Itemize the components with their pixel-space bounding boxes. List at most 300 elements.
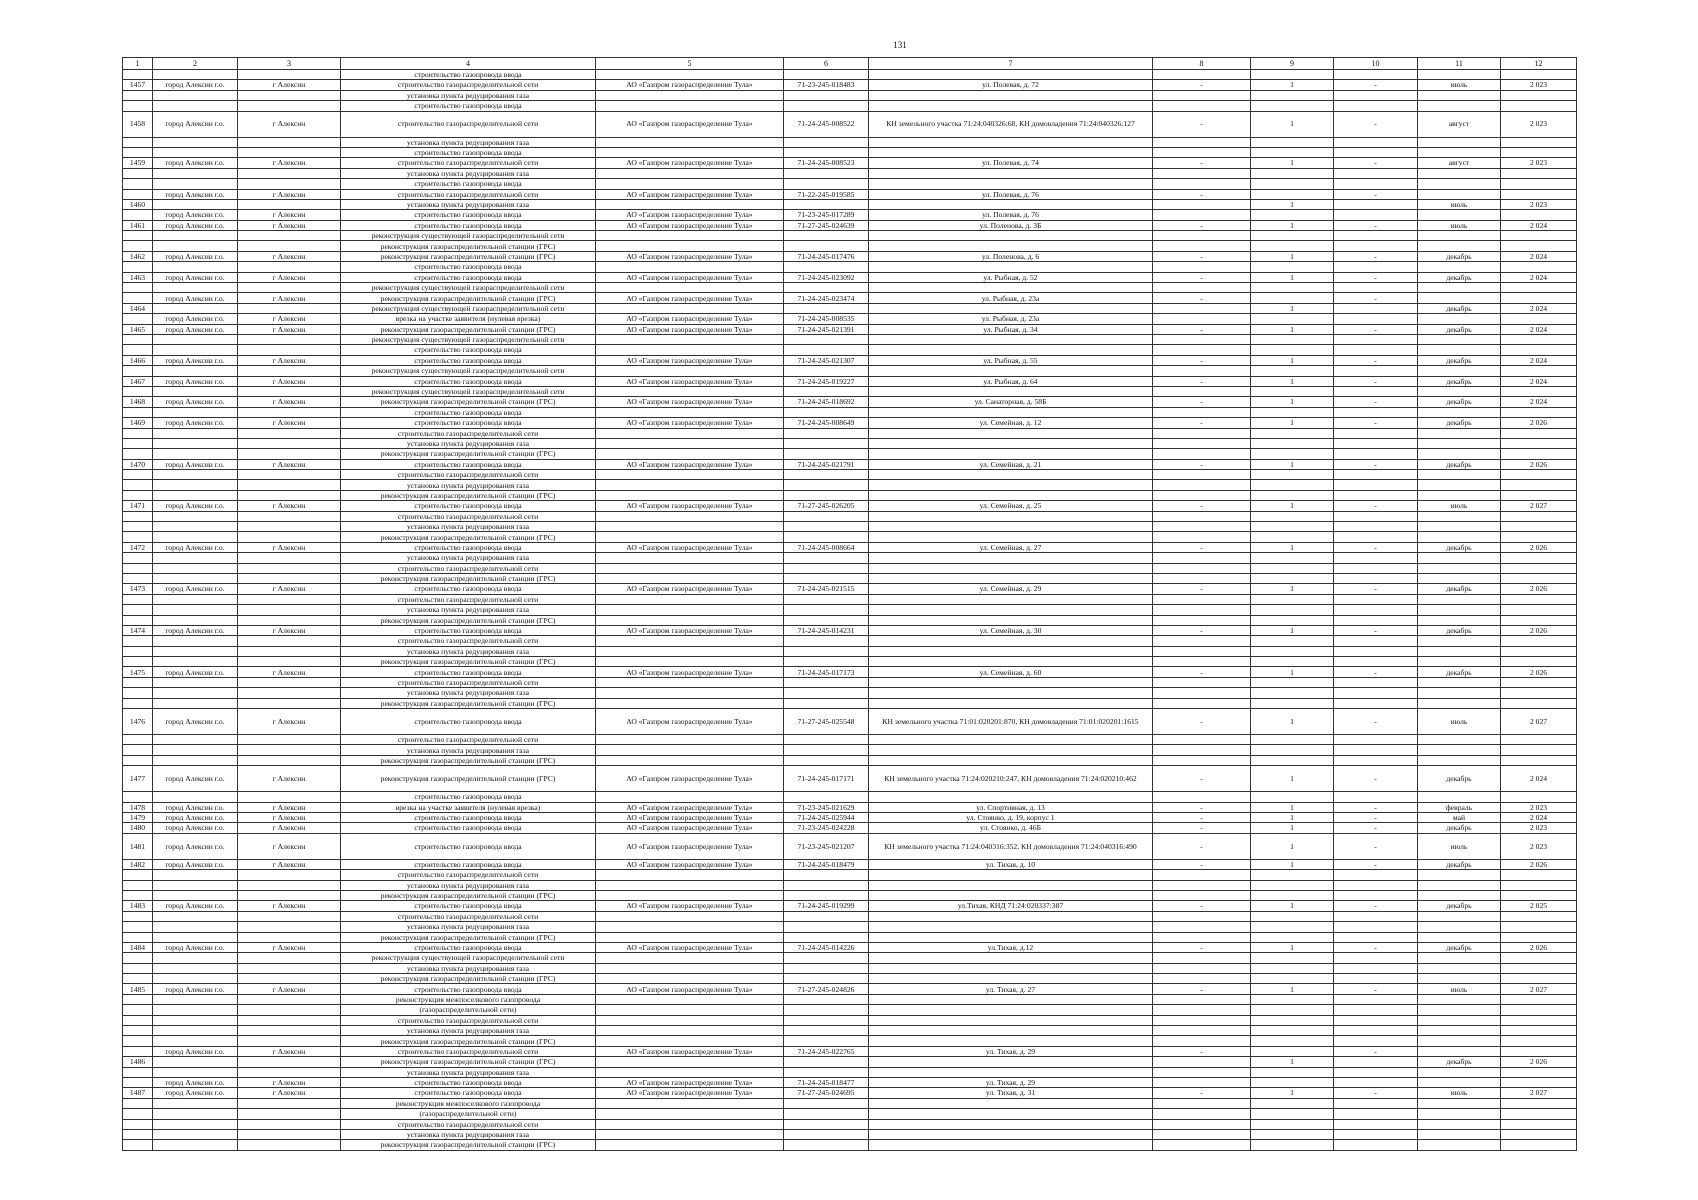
table-cell-col-11 xyxy=(1418,241,1501,251)
table-row xyxy=(123,880,1577,890)
table-cell-col-11 xyxy=(1418,1129,1501,1139)
table-cell-col-2: город Алексин г.о. xyxy=(153,1077,238,1087)
table-cell-col-11 xyxy=(1418,573,1501,583)
table-cell-col-3 xyxy=(238,745,341,755)
table-cell-col-3: г Алексин xyxy=(238,833,341,859)
table-cell-col-5: АО «Газпром газораспределение Тула» xyxy=(596,111,784,137)
table-cell-col-8 xyxy=(1153,366,1251,376)
table-cell-col-9 xyxy=(1251,698,1334,708)
table-cell-col-11 xyxy=(1418,880,1501,890)
table-cell-col-12: 2 024 xyxy=(1501,376,1577,386)
table-cell-col-11 xyxy=(1418,870,1501,880)
table-cell-col-4: строительство газораспределительной сети xyxy=(341,158,596,168)
table-cell-col-10 xyxy=(1334,532,1418,542)
table-cell-col-2: город Алексин г.о. xyxy=(153,397,238,407)
table-cell-col-2 xyxy=(153,1140,238,1150)
table-cell-col-11 xyxy=(1418,922,1501,932)
table-cell-col-4: реконструкция газораспределительной станции (ГРС) xyxy=(341,890,596,900)
table-cell-col-1: 1479 xyxy=(123,813,153,823)
table-cell-col-4: установка пункта редуцирования газа xyxy=(341,688,596,698)
table-cell-col-5 xyxy=(596,594,784,604)
table-cell-col-12 xyxy=(1501,407,1577,417)
table-row xyxy=(123,179,1577,189)
table-cell-col-5 xyxy=(596,657,784,667)
table-cell-col-9: 1 xyxy=(1251,111,1334,137)
table-cell-col-11 xyxy=(1418,231,1501,241)
table-cell-col-9 xyxy=(1251,241,1334,251)
table-cell-col-2: город Алексин г.о. xyxy=(153,293,238,303)
table-cell-col-5 xyxy=(596,168,784,178)
table-row xyxy=(123,594,1577,604)
table-cell-col-3: г Алексин xyxy=(238,542,341,552)
table-cell-col-11 xyxy=(1418,137,1501,147)
table-cell-col-8 xyxy=(1153,974,1251,984)
table-cell-col-3 xyxy=(238,605,341,615)
table-cell-col-3: г Алексин xyxy=(238,625,341,635)
table-cell-col-11 xyxy=(1418,147,1501,157)
table-cell-col-5 xyxy=(596,428,784,438)
table-cell-col-8 xyxy=(1153,880,1251,890)
table-cell-col-4: строительство газопровода ввода xyxy=(341,709,596,735)
table-cell-col-12 xyxy=(1501,449,1577,459)
table-cell-col-11: декабрь xyxy=(1418,766,1501,792)
table-cell-col-12: 2 026 xyxy=(1501,1057,1577,1067)
table-cell-col-2: город Алексин г.о. xyxy=(153,901,238,911)
table-cell-col-7 xyxy=(869,262,1153,272)
table-cell-col-6: 71-24-245-021307 xyxy=(784,355,869,365)
table-cell-col-8 xyxy=(1153,735,1251,745)
table-cell-col-8: - xyxy=(1153,418,1251,428)
table-cell-col-5: АО «Газпром газораспределение Тула» xyxy=(596,355,784,365)
table-row xyxy=(123,755,1577,765)
table-cell-col-3: г Алексин xyxy=(238,210,341,220)
table-cell-col-8 xyxy=(1153,480,1251,490)
table-row xyxy=(123,859,1577,869)
table-cell-col-3 xyxy=(238,974,341,984)
table-cell-col-4: строительство газораспределительной сети xyxy=(341,189,596,199)
table-cell-col-3 xyxy=(238,386,341,396)
table-cell-col-7 xyxy=(869,963,1153,973)
table-cell-col-2 xyxy=(153,688,238,698)
table-cell-col-6 xyxy=(784,407,869,417)
table-cell-col-1 xyxy=(123,657,153,667)
table-cell-col-2 xyxy=(153,1026,238,1036)
table-cell-col-3 xyxy=(238,334,341,344)
table-cell-col-8 xyxy=(1153,283,1251,293)
table-cell-col-7 xyxy=(869,480,1153,490)
table-cell-col-8: - xyxy=(1153,942,1251,952)
table-cell-col-7 xyxy=(869,1036,1153,1046)
table-cell-col-1 xyxy=(123,101,153,111)
table-row xyxy=(123,459,1577,469)
table-cell-col-10: - xyxy=(1334,459,1418,469)
table-cell-col-11 xyxy=(1418,334,1501,344)
table-cell-col-3: г Алексин xyxy=(238,667,341,677)
table-cell-col-11: август xyxy=(1418,158,1501,168)
table-cell-col-7: ул. Семейная, д. 25 xyxy=(869,501,1153,511)
table-cell-col-7 xyxy=(869,880,1153,890)
table-cell-col-5 xyxy=(596,490,784,500)
table-cell-col-6: 71-24-245-018477 xyxy=(784,1077,869,1087)
table-cell-col-9 xyxy=(1251,1036,1334,1046)
table-cell-col-10: - xyxy=(1334,397,1418,407)
table-cell-col-2 xyxy=(153,963,238,973)
table-cell-col-1 xyxy=(123,1026,153,1036)
table-cell-col-11: июль xyxy=(1418,220,1501,230)
table-cell-col-2 xyxy=(153,594,238,604)
table-cell-col-3 xyxy=(238,698,341,708)
table-cell-col-1 xyxy=(123,677,153,687)
table-cell-col-4: установка пункта редуцирования газа xyxy=(341,1129,596,1139)
table-cell-col-4: строительство газопровода ввода xyxy=(341,407,596,417)
table-cell-col-3: г Алексин xyxy=(238,984,341,994)
table-cell-col-6: 71-23-245-024228 xyxy=(784,823,869,833)
table-row xyxy=(123,1026,1577,1036)
table-cell-col-11 xyxy=(1418,677,1501,687)
table-cell-col-4: реконструкция газораспределительной станции (ГРС) xyxy=(341,241,596,251)
table-cell-col-4: строительство газопровода ввода xyxy=(341,418,596,428)
table-cell-col-8 xyxy=(1153,438,1251,448)
table-cell-col-12 xyxy=(1501,1026,1577,1036)
table-cell-col-5 xyxy=(596,953,784,963)
table-cell-col-9 xyxy=(1251,1067,1334,1077)
table-cell-col-11 xyxy=(1418,314,1501,324)
table-cell-col-2: город Алексин г.о. xyxy=(153,942,238,952)
table-cell-col-12: 2 026 xyxy=(1501,418,1577,428)
table-cell-col-4: (газораспределительной сети) xyxy=(341,1005,596,1015)
table-cell-col-1 xyxy=(123,953,153,963)
table-cell-col-9 xyxy=(1251,449,1334,459)
table-cell-col-12 xyxy=(1501,792,1577,802)
table-cell-col-1 xyxy=(123,932,153,942)
table-cell-col-4: реконструкция газораспределительной станции (ГРС) xyxy=(341,293,596,303)
table-cell-col-7: ул. Рыбная, д. 23а xyxy=(869,314,1153,324)
table-cell-col-12: 2 024 xyxy=(1501,766,1577,792)
table-cell-col-1 xyxy=(123,366,153,376)
table-row xyxy=(123,407,1577,417)
table-cell-col-8: - xyxy=(1153,667,1251,677)
table-cell-col-9: 1 xyxy=(1251,584,1334,594)
table-cell-col-8 xyxy=(1153,407,1251,417)
table-cell-col-7 xyxy=(869,1098,1153,1108)
table-cell-col-8 xyxy=(1153,1005,1251,1015)
table-cell-col-5 xyxy=(596,179,784,189)
table-cell-col-1 xyxy=(123,490,153,500)
table-cell-col-9 xyxy=(1251,470,1334,480)
table-cell-col-8: - xyxy=(1153,376,1251,386)
table-cell-col-2 xyxy=(153,90,238,100)
table-cell-col-6 xyxy=(784,1109,869,1119)
table-cell-col-10 xyxy=(1334,511,1418,521)
table-cell-col-11: декабрь xyxy=(1418,459,1501,469)
table-cell-col-5 xyxy=(596,480,784,490)
table-cell-col-2: город Алексин г.о. xyxy=(153,709,238,735)
table-cell-col-9: 1 xyxy=(1251,942,1334,952)
table-cell-col-5: АО «Газпром газораспределение Тула» xyxy=(596,1077,784,1087)
table-cell-col-2 xyxy=(153,283,238,293)
table-cell-col-9 xyxy=(1251,563,1334,573)
table-cell-col-1: 1474 xyxy=(123,625,153,635)
table-cell-col-3 xyxy=(238,241,341,251)
table-row xyxy=(123,584,1577,594)
table-cell-col-10 xyxy=(1334,932,1418,942)
table-cell-col-7 xyxy=(869,636,1153,646)
table-cell-col-4: строительство газораспределительной сети xyxy=(341,911,596,921)
table-cell-col-6 xyxy=(784,70,869,80)
table-row xyxy=(123,90,1577,100)
table-cell-col-12 xyxy=(1501,189,1577,199)
table-cell-col-1 xyxy=(123,407,153,417)
table-cell-col-12: 2 025 xyxy=(1501,901,1577,911)
table-cell-col-12: 2 026 xyxy=(1501,584,1577,594)
table-cell-col-10 xyxy=(1334,522,1418,532)
table-cell-col-12 xyxy=(1501,293,1577,303)
table-cell-col-12 xyxy=(1501,615,1577,625)
table-cell-col-10: - xyxy=(1334,667,1418,677)
table-cell-col-3: г Алексин xyxy=(238,1077,341,1087)
table-row xyxy=(123,324,1577,334)
table-cell-col-6 xyxy=(784,470,869,480)
table-cell-col-8 xyxy=(1153,1119,1251,1129)
table-cell-col-2: город Алексин г.о. xyxy=(153,584,238,594)
table-cell-col-2 xyxy=(153,1098,238,1108)
table-cell-col-4: строительство газораспределительной сети xyxy=(341,563,596,573)
table-cell-col-5: АО «Газпром газораспределение Тула» xyxy=(596,542,784,552)
table-cell-col-10 xyxy=(1334,553,1418,563)
table-cell-col-11 xyxy=(1418,636,1501,646)
table-cell-col-9: 1 xyxy=(1251,501,1334,511)
table-row xyxy=(123,573,1577,583)
table-cell-col-9 xyxy=(1251,147,1334,157)
table-cell-col-1 xyxy=(123,1098,153,1108)
table-cell-col-9: 1 xyxy=(1251,984,1334,994)
table-cell-col-12: 2 024 xyxy=(1501,324,1577,334)
table-cell-col-12 xyxy=(1501,1129,1577,1139)
table-cell-col-6 xyxy=(784,386,869,396)
table-cell-col-9 xyxy=(1251,1129,1334,1139)
table-cell-col-6 xyxy=(784,677,869,687)
table-cell-col-10 xyxy=(1334,974,1418,984)
table-cell-col-4: реконструкция газораспределительной станции (ГРС) xyxy=(341,532,596,542)
table-cell-col-5 xyxy=(596,573,784,583)
table-cell-col-12 xyxy=(1501,953,1577,963)
table-cell-col-9 xyxy=(1251,636,1334,646)
table-cell-col-9 xyxy=(1251,480,1334,490)
table-cell-col-9 xyxy=(1251,745,1334,755)
table-cell-col-8 xyxy=(1153,745,1251,755)
table-cell-col-7 xyxy=(869,511,1153,521)
table-cell-col-5: АО «Газпром газораспределение Тула» xyxy=(596,418,784,428)
table-cell-col-5 xyxy=(596,1119,784,1129)
table-cell-col-7 xyxy=(869,407,1153,417)
table-cell-col-10 xyxy=(1334,792,1418,802)
table-cell-col-1: 1467 xyxy=(123,376,153,386)
table-cell-col-2 xyxy=(153,911,238,921)
table-cell-col-8 xyxy=(1153,449,1251,459)
table-cell-col-10 xyxy=(1334,646,1418,656)
table-cell-col-10 xyxy=(1334,922,1418,932)
table-cell-col-10 xyxy=(1334,1026,1418,1036)
column-header-11: 11 xyxy=(1418,58,1501,70)
table-cell-col-6 xyxy=(784,480,869,490)
table-cell-col-6 xyxy=(784,657,869,667)
table-cell-col-5: АО «Газпром газораспределение Тула» xyxy=(596,272,784,282)
table-row xyxy=(123,1005,1577,1015)
table-cell-col-7 xyxy=(869,283,1153,293)
table-cell-col-3 xyxy=(238,1036,341,1046)
table-cell-col-10 xyxy=(1334,1057,1418,1067)
table-cell-col-7 xyxy=(869,241,1153,251)
table-cell-col-12 xyxy=(1501,553,1577,563)
table-cell-col-6 xyxy=(784,1119,869,1129)
table-cell-col-5: АО «Газпром газораспределение Тула» xyxy=(596,324,784,334)
table-cell-col-8: - xyxy=(1153,984,1251,994)
table-cell-col-10 xyxy=(1334,636,1418,646)
table-cell-col-3 xyxy=(238,553,341,563)
table-cell-col-8 xyxy=(1153,911,1251,921)
table-cell-col-1 xyxy=(123,147,153,157)
column-header-12: 12 xyxy=(1501,58,1577,70)
table-cell-col-11 xyxy=(1418,735,1501,745)
table-cell-col-7 xyxy=(869,735,1153,745)
table-cell-col-9 xyxy=(1251,407,1334,417)
table-cell-col-4: строительство газораспределительной сети xyxy=(341,1015,596,1025)
table-cell-col-12 xyxy=(1501,677,1577,687)
table-cell-col-5 xyxy=(596,994,784,1004)
table-cell-col-7 xyxy=(869,755,1153,765)
table-cell-col-9: 1 xyxy=(1251,324,1334,334)
table-row xyxy=(123,334,1577,344)
table-cell-col-3 xyxy=(238,677,341,687)
table-cell-col-4: реконструкция существующей газораспределительной сети xyxy=(341,386,596,396)
table-cell-col-6: 71-24-245-023092 xyxy=(784,272,869,282)
table-cell-col-8: - xyxy=(1153,1088,1251,1098)
table-cell-col-3 xyxy=(238,563,341,573)
table-cell-col-5: АО «Газпром газораспределение Тула» xyxy=(596,397,784,407)
table-cell-col-5 xyxy=(596,677,784,687)
table-cell-col-11 xyxy=(1418,953,1501,963)
table-cell-col-1 xyxy=(123,735,153,745)
table-cell-col-3 xyxy=(238,735,341,745)
table-cell-col-10 xyxy=(1334,745,1418,755)
table-cell-col-7 xyxy=(869,953,1153,963)
table-cell-col-4: реконструкция газораспределительной станции (ГРС) xyxy=(341,932,596,942)
table-cell-col-4: установка пункта редуцирования газа xyxy=(341,137,596,147)
table-cell-col-4: строительство газопровода ввода xyxy=(341,262,596,272)
table-cell-col-11 xyxy=(1418,1036,1501,1046)
table-cell-col-11 xyxy=(1418,890,1501,900)
table-cell-col-7: ул. Тихая, д. 29 xyxy=(869,1077,1153,1087)
table-cell-col-11 xyxy=(1418,179,1501,189)
table-row xyxy=(123,428,1577,438)
table-cell-col-7 xyxy=(869,147,1153,157)
table-cell-col-5: АО «Газпром газораспределение Тула» xyxy=(596,942,784,952)
table-cell-col-5 xyxy=(596,1140,784,1150)
table-cell-col-4: установка пункта редуцирования газа xyxy=(341,199,596,209)
table-cell-col-2: город Алексин г.о. xyxy=(153,766,238,792)
table-cell-col-6 xyxy=(784,366,869,376)
table-cell-col-10 xyxy=(1334,449,1418,459)
table-cell-col-2: город Алексин г.о. xyxy=(153,1046,238,1056)
table-cell-col-10 xyxy=(1334,573,1418,583)
table-cell-col-7: ул. Рыбная, д. 64 xyxy=(869,376,1153,386)
table-cell-col-4: реконструкция существующей газораспределительной сети xyxy=(341,953,596,963)
table-cell-col-10 xyxy=(1334,953,1418,963)
table-cell-col-4: строительство газопровода ввода xyxy=(341,984,596,994)
table-cell-col-2 xyxy=(153,334,238,344)
table-cell-col-11 xyxy=(1418,755,1501,765)
table-cell-col-4: строительство газораспределительной сети xyxy=(341,594,596,604)
table-cell-col-6 xyxy=(784,922,869,932)
table-cell-col-12 xyxy=(1501,334,1577,344)
table-cell-col-4: строительство газопровода ввода xyxy=(341,667,596,677)
table-cell-col-12 xyxy=(1501,532,1577,542)
table-cell-col-9 xyxy=(1251,1046,1334,1056)
table-cell-col-7 xyxy=(869,1067,1153,1077)
table-cell-col-9 xyxy=(1251,179,1334,189)
table-cell-col-10 xyxy=(1334,345,1418,355)
table-cell-col-7 xyxy=(869,563,1153,573)
table-cell-col-11 xyxy=(1418,1026,1501,1036)
table-cell-col-6: 71-24-245-018692 xyxy=(784,397,869,407)
table-cell-col-2 xyxy=(153,870,238,880)
table-cell-col-2: город Алексин г.о. xyxy=(153,823,238,833)
table-cell-col-6: 71-24-245-022765 xyxy=(784,1046,869,1056)
table-cell-col-9: 1 xyxy=(1251,625,1334,635)
table-cell-col-10: - xyxy=(1334,80,1418,90)
table-cell-col-3: г Алексин xyxy=(238,901,341,911)
table-cell-col-6: 71-27-245-026205 xyxy=(784,501,869,511)
table-cell-col-7: ул. Стоянко, д. 46Б xyxy=(869,823,1153,833)
table-cell-col-2 xyxy=(153,745,238,755)
table-cell-col-12 xyxy=(1501,511,1577,521)
table-cell-col-7 xyxy=(869,522,1153,532)
table-cell-col-10: - xyxy=(1334,1088,1418,1098)
table-cell-col-11 xyxy=(1418,293,1501,303)
table-cell-col-5 xyxy=(596,974,784,984)
table-cell-col-5: АО «Газпром газораспределение Тула» xyxy=(596,584,784,594)
table-cell-col-4: строительство газораспределительной сети xyxy=(341,111,596,137)
table-row xyxy=(123,766,1577,792)
table-cell-col-1 xyxy=(123,1067,153,1077)
table-row xyxy=(123,636,1577,646)
table-cell-col-10 xyxy=(1334,438,1418,448)
table-cell-col-10: - xyxy=(1334,901,1418,911)
table-cell-col-11: декабрь xyxy=(1418,303,1501,313)
table-cell-col-5 xyxy=(596,688,784,698)
table-cell-col-5: АО «Газпром газораспределение Тула» xyxy=(596,220,784,230)
table-cell-col-1 xyxy=(123,1005,153,1015)
table-cell-col-1 xyxy=(123,963,153,973)
table-cell-col-2 xyxy=(153,532,238,542)
table-cell-col-3 xyxy=(238,615,341,625)
table-cell-col-9 xyxy=(1251,1119,1334,1129)
table-cell-col-4: реконструкция существующей газораспределительной сети xyxy=(341,334,596,344)
table-cell-col-11 xyxy=(1418,1005,1501,1015)
table-cell-col-2: город Алексин г.о. xyxy=(153,376,238,386)
table-cell-col-10 xyxy=(1334,199,1418,209)
table-cell-col-11: декабрь xyxy=(1418,942,1501,952)
table-cell-col-3 xyxy=(238,179,341,189)
table-cell-col-5: АО «Газпром газораспределение Тула» xyxy=(596,189,784,199)
table-row xyxy=(123,646,1577,656)
table-cell-col-4: строительство газораспределительной сети xyxy=(341,870,596,880)
table-cell-col-11: декабрь xyxy=(1418,251,1501,261)
table-cell-col-9 xyxy=(1251,677,1334,687)
table-cell-col-6: 71-27-245-024826 xyxy=(784,984,869,994)
table-cell-col-2 xyxy=(153,677,238,687)
table-cell-col-8: - xyxy=(1153,859,1251,869)
